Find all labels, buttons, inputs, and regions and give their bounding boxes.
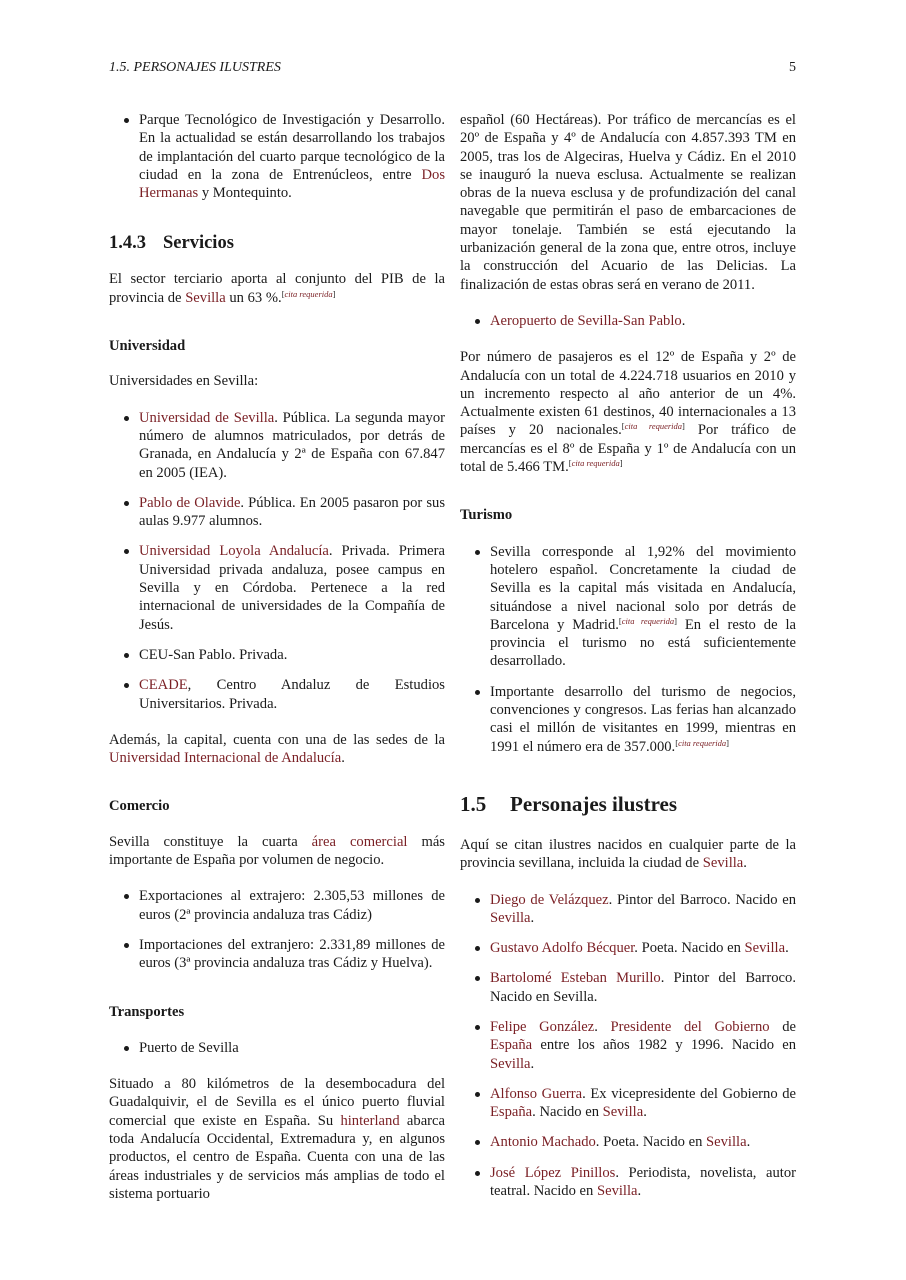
list-item <box>139 887 445 924</box>
bullet-list <box>109 887 445 972</box>
text-run: Sevilla corresponde al 1,92% del movimiento hotelero español. Concretamente la ciudad de Sevilla es la capital más visitada en Andalucía, situándose a nivel nacional solo por detrás de Barcelona y Madrid. <box>490 543 796 633</box>
text-run: , Centro Andaluz de Estudios Universitarios. Privada. <box>139 677 445 712</box>
link[interactable]: Antonio Machado <box>490 1134 596 1151</box>
text-run: Sevilla constituye la cuarta <box>109 833 312 850</box>
link[interactable]: Universidad Internacional de Andalucía <box>109 750 342 767</box>
link[interactable]: Sevilla <box>706 1134 747 1151</box>
link[interactable]: Gustavo Adolfo Bécquer <box>490 940 635 957</box>
text-run: . <box>341 750 345 767</box>
citation-needed[interactable]: [cita requerida] <box>675 737 729 748</box>
text-run: y Montequinto. <box>198 185 292 202</box>
list-item <box>490 543 796 671</box>
text-run: Importaciones del extranjero: 2.331,89 millones de euros (3ª provincia andaluza tras Cádiz y Huelva). <box>139 936 445 972</box>
list-item <box>139 542 445 633</box>
list-item <box>139 936 445 973</box>
subsection-heading: Transportes <box>109 1003 185 1020</box>
section-number: 1.4.3 <box>109 233 146 254</box>
list-item <box>490 1085 796 1122</box>
text-run: . Pintor del Barroco. Nacido en Sevilla. <box>490 970 796 1005</box>
citation-needed[interactable]: [cita requerida] <box>568 458 623 469</box>
citation-needed[interactable]: [cita requerida] <box>281 288 336 299</box>
bullet-list <box>460 312 796 330</box>
text-run: de <box>769 1018 796 1035</box>
text-run: Además, la capital, cuenta con una de las sedes de la <box>109 731 445 748</box>
citation-label[interactable]: cita requerida <box>284 288 333 299</box>
link[interactable]: Pablo de Olavide <box>139 494 241 511</box>
list-item <box>139 494 445 531</box>
text-run: . <box>530 909 535 926</box>
text-run: . Poeta. Nacido en <box>595 1134 707 1151</box>
left-column <box>109 111 445 1220</box>
subsection-heading: Comercio <box>109 798 170 815</box>
link[interactable]: CEADE <box>139 677 188 694</box>
paragraph <box>109 372 445 390</box>
link[interactable]: Sevilla <box>490 1055 531 1072</box>
text-run: . <box>594 1018 611 1035</box>
text-run: Por número de pasajeros es el 12º de España y 2º de Andalucía con un total de 4.224.718 usuarios en 2010 y un incremento respecto al año anterior de un 4%. Actualmente existen 61 destinos, 40 internacionales a 13 países y 20 nacionales. <box>460 349 796 439</box>
citation-label[interactable]: cita requerida <box>678 737 727 748</box>
paragraph <box>460 111 796 294</box>
link[interactable]: Sevilla <box>490 909 531 926</box>
subsection-heading: Universidad <box>109 338 186 355</box>
link[interactable]: Alfonso Guerra <box>490 1085 583 1102</box>
bullet-list <box>109 111 445 202</box>
citation-label[interactable]: cita requerida <box>621 615 675 626</box>
paragraph <box>460 836 796 873</box>
list-item <box>490 1018 796 1073</box>
text-run: . <box>743 855 747 872</box>
text-run: Situado a 80 kilómetros de la desembocadura del Guadalquivir, el de Sevilla es el único puerto fluvial comercial que existe en España. Su <box>109 1076 445 1129</box>
bullet-list <box>460 543 796 756</box>
text-run: . Poeta. Nacido en <box>634 940 745 957</box>
list-item <box>139 676 445 713</box>
paragraph <box>109 270 445 307</box>
list-item <box>139 646 445 664</box>
list-item <box>490 1133 796 1151</box>
text-run: más importante de España por volumen de negocio. <box>109 833 445 869</box>
text-run: . <box>746 1134 751 1151</box>
paragraph <box>109 731 445 768</box>
section-title: Servicios <box>163 233 234 254</box>
bullet-list <box>109 1039 445 1057</box>
link[interactable]: Bartolomé Esteban Murillo <box>490 970 661 987</box>
text-run: . <box>637 1183 642 1200</box>
list-item <box>490 939 796 957</box>
list-item <box>490 312 796 330</box>
text-run: Universidades en Sevilla: <box>109 373 259 390</box>
text-run: El sector terciario aporta al conjunto del PIB de la provincia de <box>109 271 445 306</box>
link[interactable]: Sevilla <box>596 1183 638 1200</box>
text-run: . Pintor del Barroco. Nacido en <box>608 891 796 908</box>
text-run: . <box>530 1055 535 1072</box>
right-column <box>460 111 796 1218</box>
text-run: Puerto de Sevilla <box>139 1039 239 1056</box>
subsection-heading: Turismo <box>460 507 513 524</box>
text-run: Importante desarrollo del turismo de negocios, convenciones y congresos. Las ferias han alcanzado casi el millón de visitantes en 1999, mientras en 1991 el número era de 357.000. <box>490 683 796 755</box>
text-run: . Pública. En 2005 pasaron por sus aulas 9.977 alumnos. <box>139 494 445 530</box>
header-section: 1.5. PERSONAJES ILUSTRES <box>109 60 281 75</box>
text-run: En el resto de la provincia el turismo no está suficientemente desarrollado. <box>490 616 797 670</box>
link[interactable]: Diego de Velázquez <box>490 891 609 908</box>
section-title: Personajes ilustres <box>510 791 678 816</box>
text-run: Por tráfico de mercancías es el 8º de España y 1º de Andalucía con un total de 5.466 TM. <box>460 422 796 476</box>
link[interactable]: Sevilla <box>602 1104 644 1121</box>
text-run: entre los años 1982 y 1996. Nacido en <box>532 1037 796 1054</box>
list-item <box>490 1164 796 1201</box>
list-item <box>490 969 796 1006</box>
paragraph <box>109 1075 445 1203</box>
link[interactable]: España <box>490 1037 533 1054</box>
link[interactable]: área comercial <box>311 833 408 850</box>
page-number: 5 <box>789 60 796 75</box>
text-run: Parque Tecnológico de Investigación y Desarrollo. En la actualidad se están desarrollando los trabajos de implantación del cuarto parque tecnológico de la ciudad en la zona de Entrenúcleos, entre <box>139 112 445 183</box>
section-heading <box>109 232 445 254</box>
text-run: . <box>643 1104 647 1121</box>
paragraph <box>109 833 445 870</box>
citation-needed[interactable]: [cita requerida] <box>618 615 677 626</box>
text-run: CEU-San Pablo. Privada. <box>139 646 288 663</box>
link[interactable]: Universidad Loyola Andalucía <box>139 543 329 560</box>
section-number: 1.5 <box>460 791 487 816</box>
text-run: . Privada. Primera Universidad privada andaluza, posee campus en Sevilla y en Córdoba. Pertenece a la red internacional de universidades de la Compañía de Jesús. <box>139 543 445 633</box>
link[interactable]: José López Pinillos <box>490 1164 616 1181</box>
text-run: Exportaciones al extrajero: 2.305,53 millones de euros (2ª provincia andaluza tras Cádiz) <box>139 888 445 923</box>
list-item <box>139 1039 445 1057</box>
citation-label[interactable]: cita requerida <box>624 421 683 432</box>
paragraph <box>460 348 796 476</box>
link[interactable]: Dos Hermanas <box>139 166 445 202</box>
bullet-list <box>109 409 445 713</box>
text-run: Aquí se citan ilustres nacidos en cualquier parte de la provincia sevillana, incluida la ciudad de <box>460 836 796 872</box>
link[interactable]: Aeropuerto de Sevilla-San Pablo <box>490 312 682 329</box>
link[interactable]: hinterland <box>340 1112 400 1129</box>
text-run: . Ex vicepresidente del Gobierno de <box>582 1085 796 1102</box>
link[interactable]: España <box>490 1104 533 1121</box>
text-run: español (60 Hectáreas). Por tráfico de mercancías es el 20º de España y 4º de Andalucía con 4.857.393 TM en 2005, tras los de Algeciras, Huelva y Cádiz. En el 2010 se inauguró la nueva esclusa. Actualmente se realizan obras de la nueva esclusa y de profundización del canal navegable que permitirán el paso de embarcaciones de mayor tonelaje. También se está ejecutando la urbanización general de la zona que, entre otros, incluye la construcción del Acuario de las Delicias. La finalización de estas obras será en verano de 2011. <box>460 112 796 293</box>
text-run: . Pública. La segunda mayor número de alumnos matriculados, por detrás de Granada, en Andalucía y 2ª de España con 67.847 en 2005 (IEA). <box>139 409 445 481</box>
link[interactable]: Sevilla <box>744 940 786 957</box>
link[interactable]: Universidad de Sevilla <box>139 409 275 426</box>
text-run: . Nacido en <box>532 1104 603 1121</box>
link[interactable]: Felipe González <box>490 1018 595 1035</box>
text-run: un 63 %. <box>225 289 282 306</box>
list-item <box>490 683 796 756</box>
list-item <box>139 111 445 202</box>
text-run: . Periodista, novelista, autor teatral. Nacido en <box>490 1164 796 1200</box>
link[interactable]: Sevilla <box>702 855 744 872</box>
citation-label[interactable]: cita requerida <box>571 458 620 469</box>
section-heading <box>460 792 796 816</box>
text-run: . <box>785 940 789 957</box>
text-run: . <box>681 312 686 329</box>
text-run: abarca toda Andalucía Occidental, Extremadura y, en algunos productos, el centro de España. Cuenta con una de las áreas industriales y de servicios más amplias de todo el sistema portuario <box>109 1112 445 1202</box>
bullet-list <box>460 891 796 1201</box>
citation-needed[interactable]: [cita requerida] <box>621 421 685 432</box>
link[interactable]: Sevilla <box>185 289 226 306</box>
link[interactable]: Presidente del Gobierno <box>610 1018 770 1035</box>
running-header <box>109 59 796 77</box>
list-item <box>490 891 796 928</box>
list-item <box>139 409 445 482</box>
